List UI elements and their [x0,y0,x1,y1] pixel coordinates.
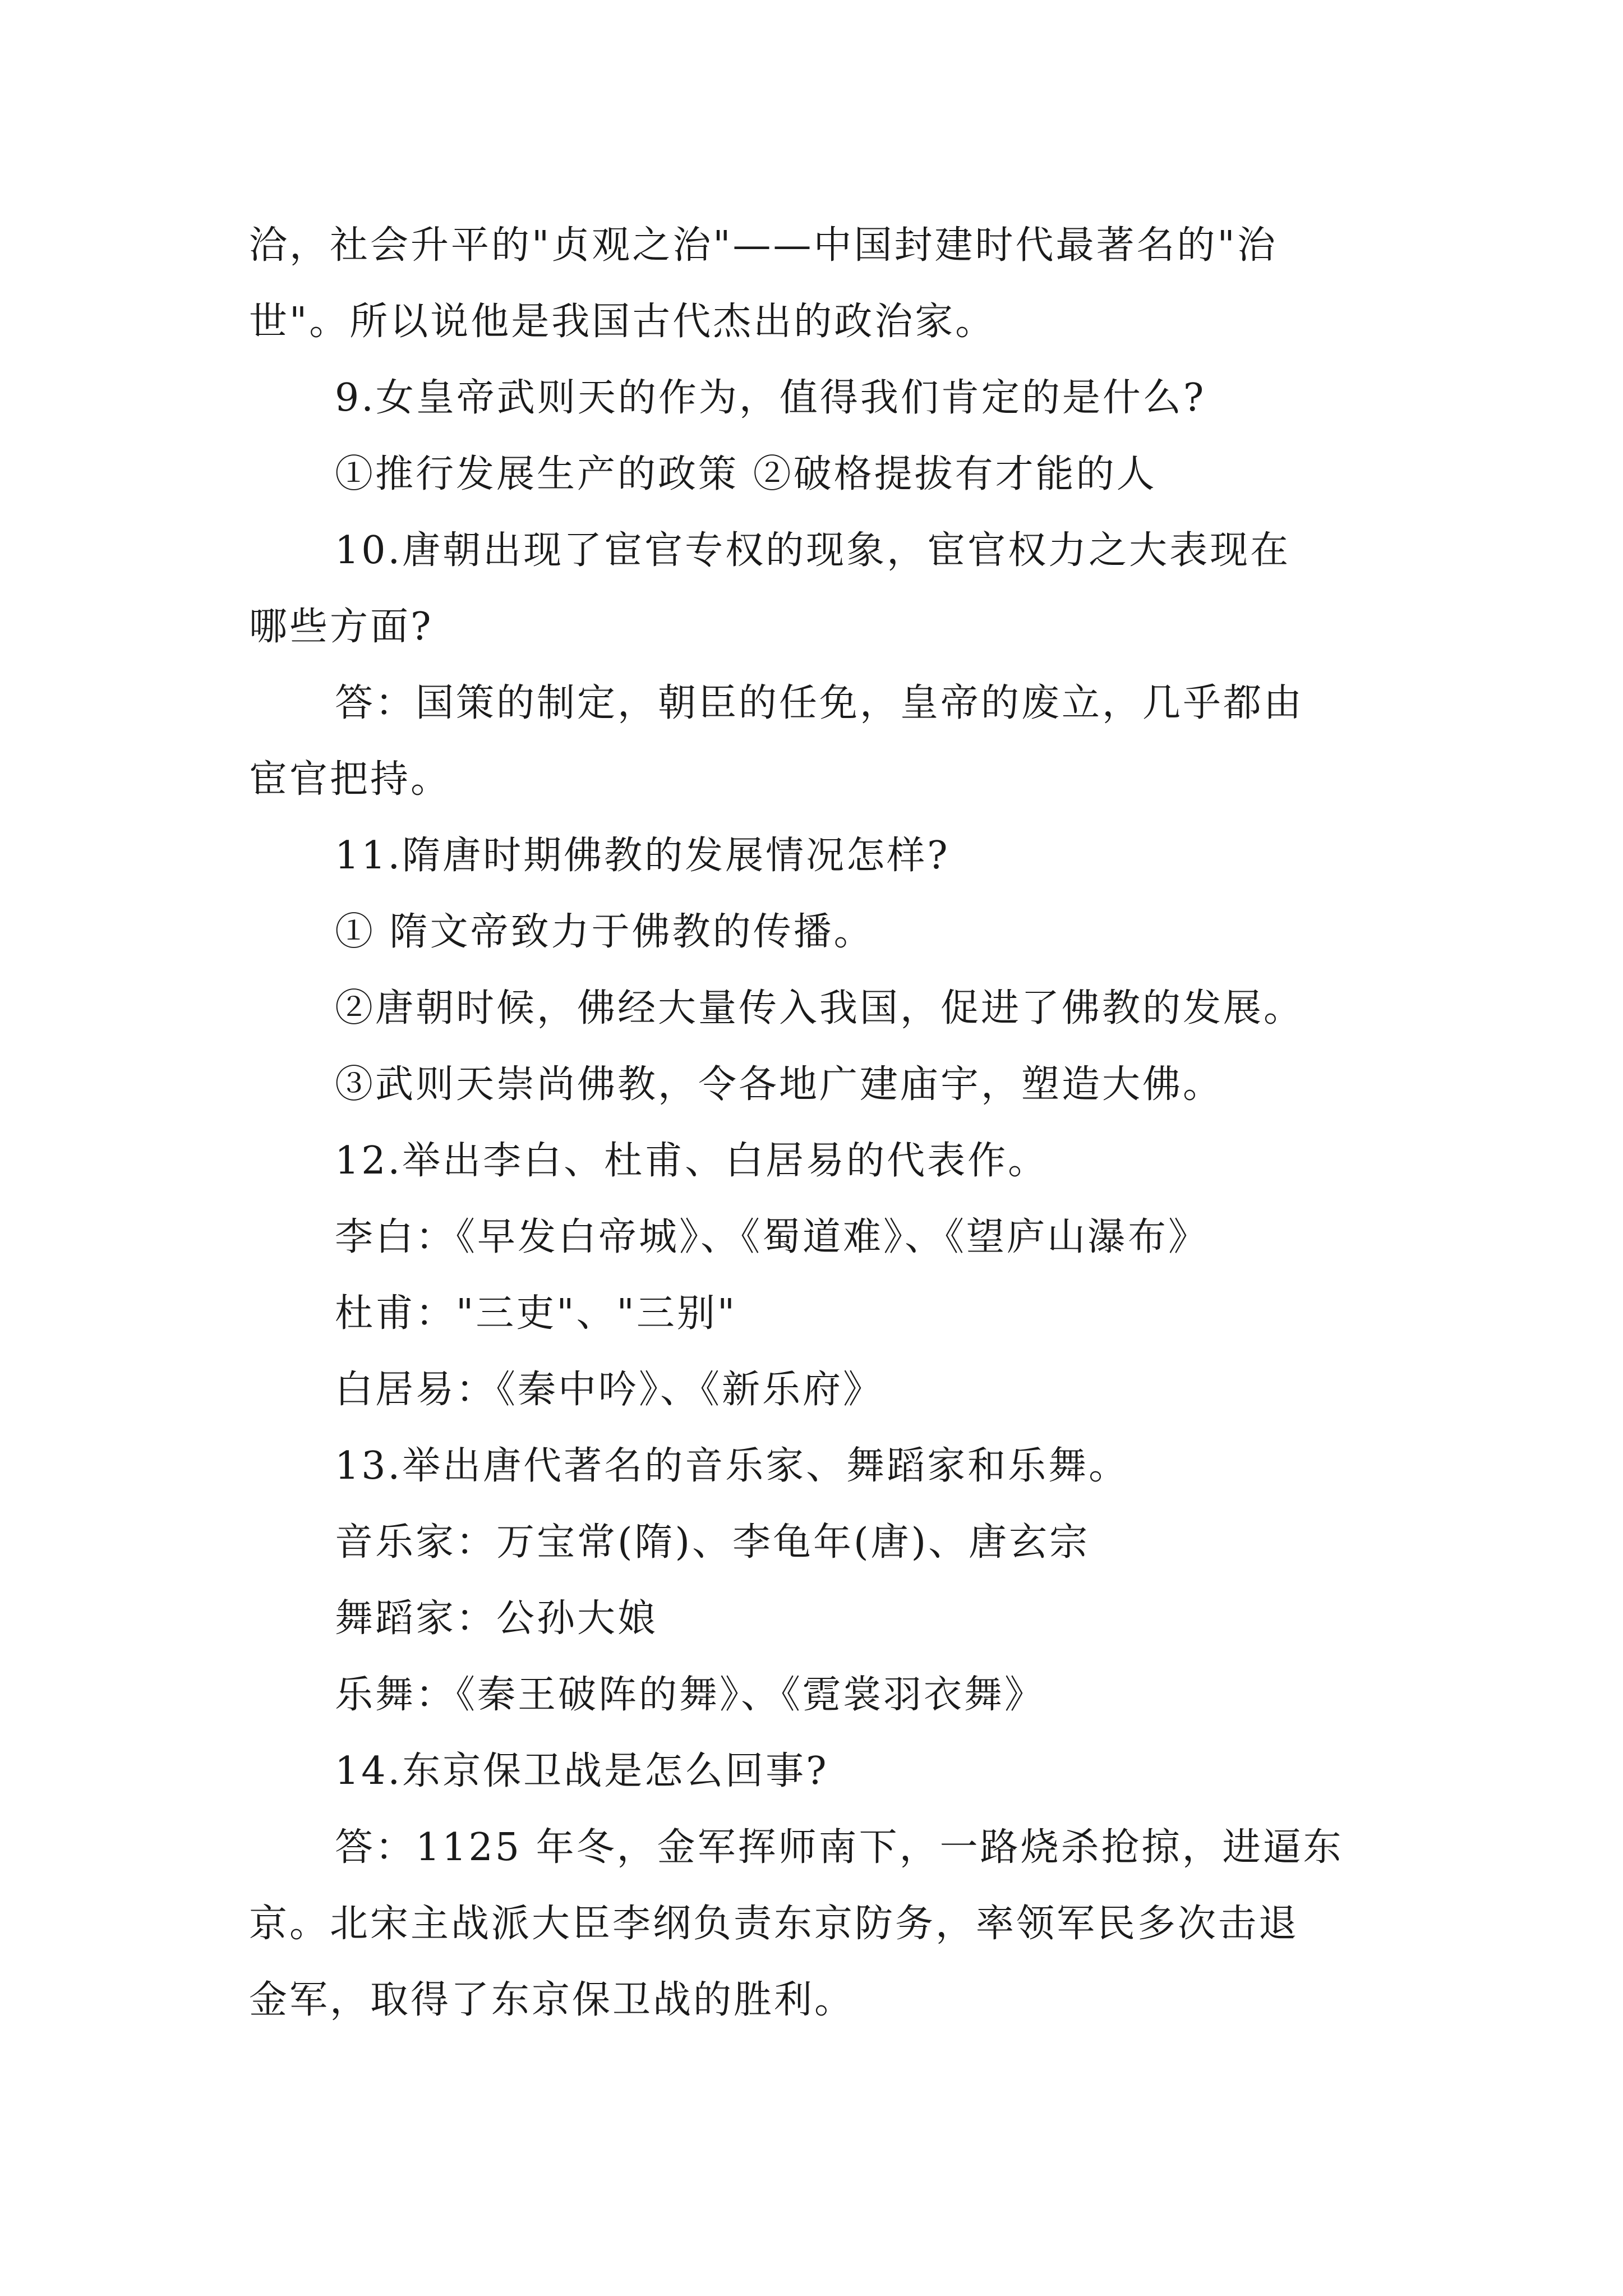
answer-line: 金军，取得了东京保卫战的胜利。 [249,1978,855,2022]
answer-line: ②唐朝时候，佛经大量传入我国，促进了佛教的发展。 [335,986,1304,1030]
answer-line: 杜甫："三吏"、"三别" [335,1291,737,1336]
question-line: 10.唐朝出现了宦官专权的现象，宦官权力之大表现在 [335,528,1291,573]
answer-line: 白居易：《秦中吟》、《新乐府》 [335,1368,884,1412]
question-line: 11.隋唐时期佛教的发展情况怎样? [335,834,950,878]
answer-line: 李白：《早发白帝城》、《蜀道难》、《望庐山瀑布》 [335,1215,1209,1259]
paragraph-line: 洽，社会升平的"贞观之治"——中国封建时代最著名的"治 [249,223,1278,268]
answer-line: 音乐家：万宝常(隋)、李龟年(唐)、唐玄宗 [335,1520,1090,1565]
answer-line: 舞蹈家：公孙大娘 [335,1596,658,1641]
question-line: 14.东京保卫战是怎么回事? [335,1749,829,1793]
answer-line: 京。北宋主战派大臣李纲负责东京防务，率领军民多次击退 [249,1902,1299,1946]
answer-line: 乐舞：《秦王破阵的舞》、《霓裳羽衣舞》 [335,1673,1045,1717]
question-line: 13.举出唐代著名的音乐家、舞蹈家和乐舞。 [335,1444,1129,1488]
answer-line: 答：1125 年冬，金军挥师南下，一路烧杀抢掠，进逼东 [335,1825,1344,1870]
paragraph-line: 世"。所以说他是我国古代杰出的政治家。 [249,300,996,344]
answer-line: 答：国策的制定，朝臣的任免，皇帝的废立，几乎都由 [335,681,1304,725]
answer-line: ③武则天崇尚佛教，令各地广建庙宇，塑造大佛。 [335,1062,1224,1107]
question-line: 哪些方面? [249,605,434,649]
question-line: 12.举出李白、杜甫、白居易的代表作。 [335,1139,1049,1183]
answer-line: ①推行发展生产的政策 ②破格提拔有才能的人 [335,452,1157,496]
question-line: 9.女皇帝武则天的作为，值得我们肯定的是什么? [335,376,1206,420]
answer-line: 宦官把持。 [249,757,451,802]
answer-line: ① 隋文帝致力于佛教的传播。 [335,910,874,954]
